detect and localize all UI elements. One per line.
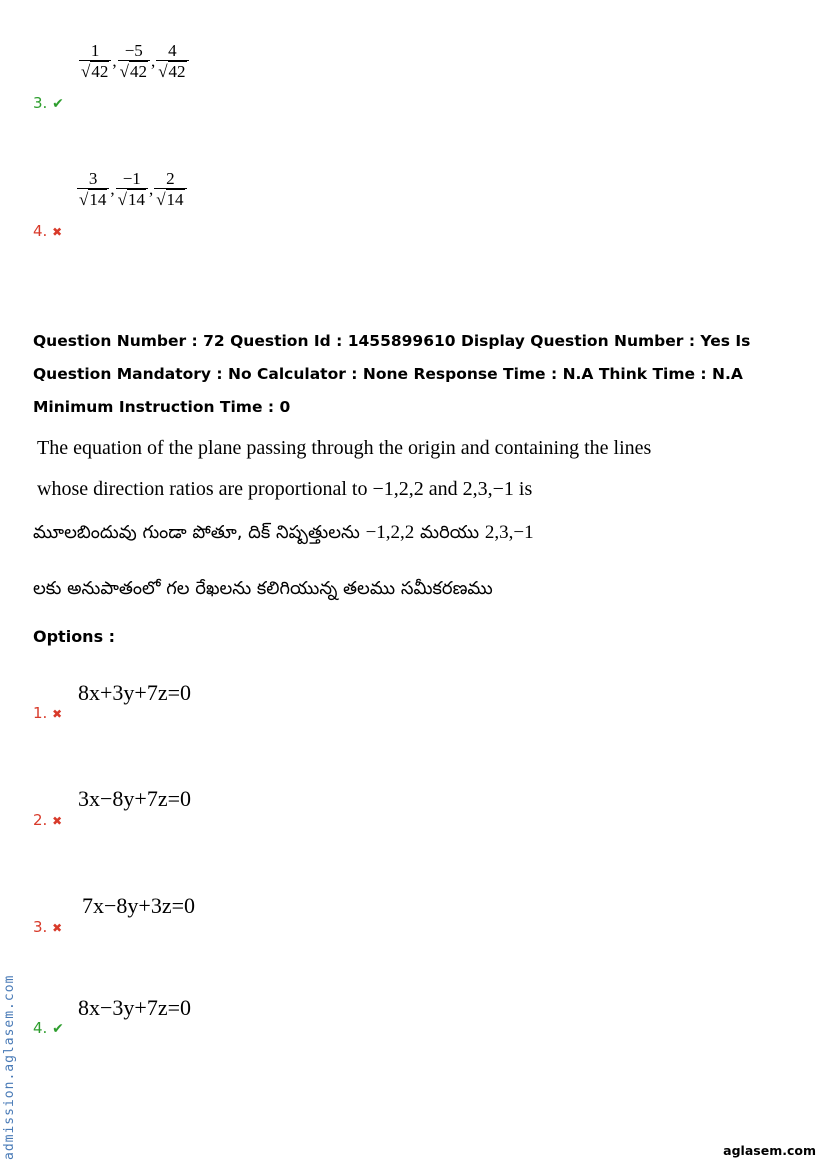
- cross-icon: ✖: [52, 814, 63, 828]
- denominator: 14: [166, 190, 184, 209]
- option-3-equation: 7x−8y+3z=0: [82, 893, 195, 918]
- prev-option-4-expression: $\frac{3}{√14}$ , $\frac{-1}{√14}$ , $\frac{2}{√14}$: [76, 170, 188, 209]
- denominator: 14: [89, 190, 107, 209]
- option-number: 1.: [33, 704, 48, 722]
- option-3-number: [33, 918, 62, 937]
- cross-icon: ✖: [52, 921, 63, 935]
- numerator: 2: [166, 169, 175, 188]
- numerator: 3: [88, 169, 98, 188]
- option-4-equation: 8x−3y+7z=0: [78, 995, 191, 1020]
- check-icon: ✔: [52, 1021, 64, 1037]
- footer-site-label: aglasem.com: [723, 1143, 816, 1158]
- question-meta: Question Number : 72 Question Id : 1455899610 Display Question Number : Yes Is Question Mandatory : No Calculator : None Response Time : N.A Think Time : N.A Minimum Instruction Time : 0: [33, 332, 751, 416]
- math-text: 2,3,−1: [484, 522, 534, 543]
- option-2-equation: 3x−8y+7z=0: [78, 786, 191, 811]
- fraction: $\frac{3}{√14}$: [77, 170, 109, 209]
- question-stem-en-line2: whose direction ratios are proportional to −1,2,2 and 2,3,−1 is: [37, 478, 533, 500]
- numerator: 1: [90, 41, 100, 60]
- option-number: 2.: [33, 811, 48, 829]
- question-stem-te-line2: లకు అనుపాతంలో గల రేఖలను కలిగియున్న తలము సమీకరణము: [33, 578, 493, 599]
- question-stem-en-line1: The equation of the plane passing through the origin and containing the lines: [37, 437, 652, 459]
- cross-icon: ✖: [52, 225, 63, 239]
- check-icon: ✔: [52, 96, 64, 112]
- prev-option-3-number: [33, 94, 64, 113]
- option-1-equation: 8x+3y+7z=0: [78, 680, 191, 705]
- side-watermark: admission.aglasem.com: [2, 974, 17, 1160]
- numerator: 4: [168, 41, 177, 60]
- option-number: 4.: [33, 222, 48, 240]
- telugu-text: మరియు: [420, 522, 480, 543]
- fraction: $\frac{2}{√14}$: [154, 170, 186, 209]
- option-number: 3.: [33, 918, 48, 936]
- fraction: $\frac{1}{√42}$: [79, 42, 111, 81]
- denominator: 14: [127, 190, 145, 209]
- option-number: 4.: [33, 1019, 48, 1037]
- denominator: 42: [129, 62, 147, 81]
- option-1-number: [33, 704, 62, 723]
- math-text: −1,2,2: [365, 522, 415, 543]
- prev-option-4-number: [33, 222, 62, 241]
- question-stem-te-line1: [33, 522, 534, 547]
- numerator: −1: [122, 169, 141, 188]
- denominator: 42: [91, 62, 109, 81]
- prev-option-3-expression: $\frac{1}{√42}$ , $\frac{-5}{√42}$ , $\frac{4}{√42}$: [78, 42, 190, 81]
- option-number: 3.: [33, 94, 48, 112]
- option-2-number: [33, 811, 62, 830]
- option-4-number: [33, 1019, 64, 1038]
- telugu-text: మూలబిందువు గుండా పోతూ, దిక్ నిష్పత్తులను: [33, 522, 360, 543]
- fraction: $\frac{4}{√42}$: [156, 42, 188, 81]
- denominator: 42: [168, 62, 186, 81]
- options-label: Options :: [33, 627, 116, 646]
- cross-icon: ✖: [52, 707, 63, 721]
- fraction: $\frac{-1}{√14}$: [116, 170, 148, 209]
- numerator: −5: [124, 41, 143, 60]
- fraction: $\frac{-5}{√42}$: [118, 42, 150, 81]
